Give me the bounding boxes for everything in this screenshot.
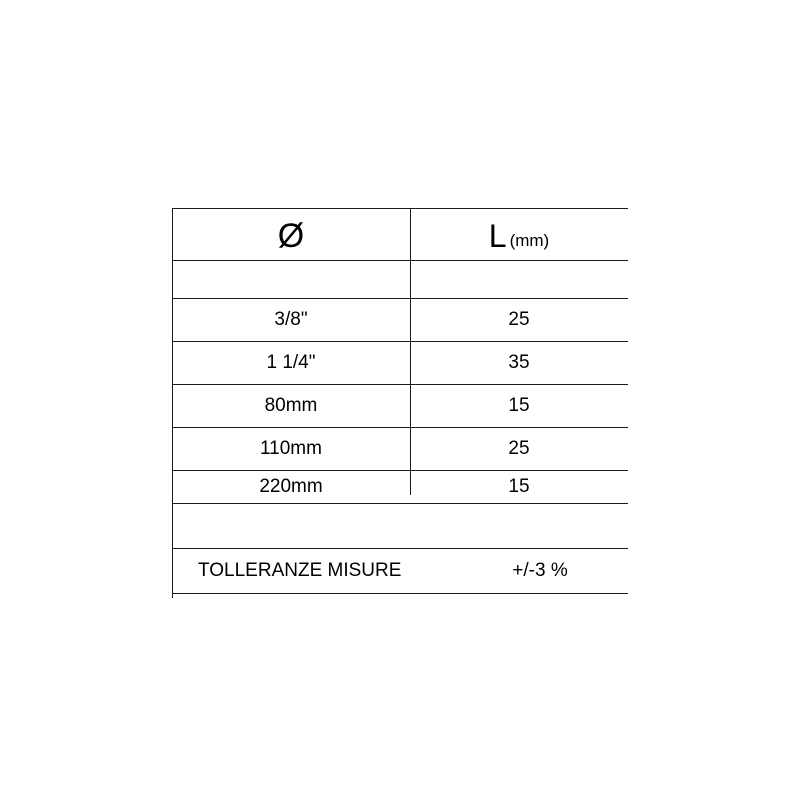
table-cell-diameter bbox=[172, 260, 410, 298]
table-cell-diameter: 80mm bbox=[264, 394, 318, 416]
column-header-diameter: Ø bbox=[277, 217, 305, 255]
table-cell-length bbox=[410, 260, 628, 298]
column-header-length bbox=[410, 212, 628, 260]
table-cell-length: 15 bbox=[508, 475, 530, 497]
table-rule-bottom bbox=[172, 593, 628, 594]
column-header-length-unit: (mm) bbox=[509, 230, 550, 250]
tolerance-value: +/-3 % bbox=[512, 559, 568, 581]
table-cell-diameter: 1 1/4" bbox=[266, 351, 316, 373]
table-rule-top bbox=[172, 208, 628, 209]
table-cell-length: 35 bbox=[508, 351, 530, 373]
table-rule-6 bbox=[172, 503, 628, 504]
table-cell-diameter: 220mm bbox=[259, 475, 323, 497]
tolerance-label: TOLLERANZE MISURE bbox=[198, 559, 402, 581]
table-cell-diameter: 3/8" bbox=[274, 308, 308, 330]
table-cell-length: 25 bbox=[508, 308, 530, 330]
table-cell-length: 25 bbox=[508, 437, 530, 459]
spec-table bbox=[172, 208, 628, 598]
column-header-length-text: L bbox=[488, 218, 507, 254]
table-cell-length: 15 bbox=[508, 394, 530, 416]
table-cell-diameter: 110mm bbox=[260, 437, 322, 459]
